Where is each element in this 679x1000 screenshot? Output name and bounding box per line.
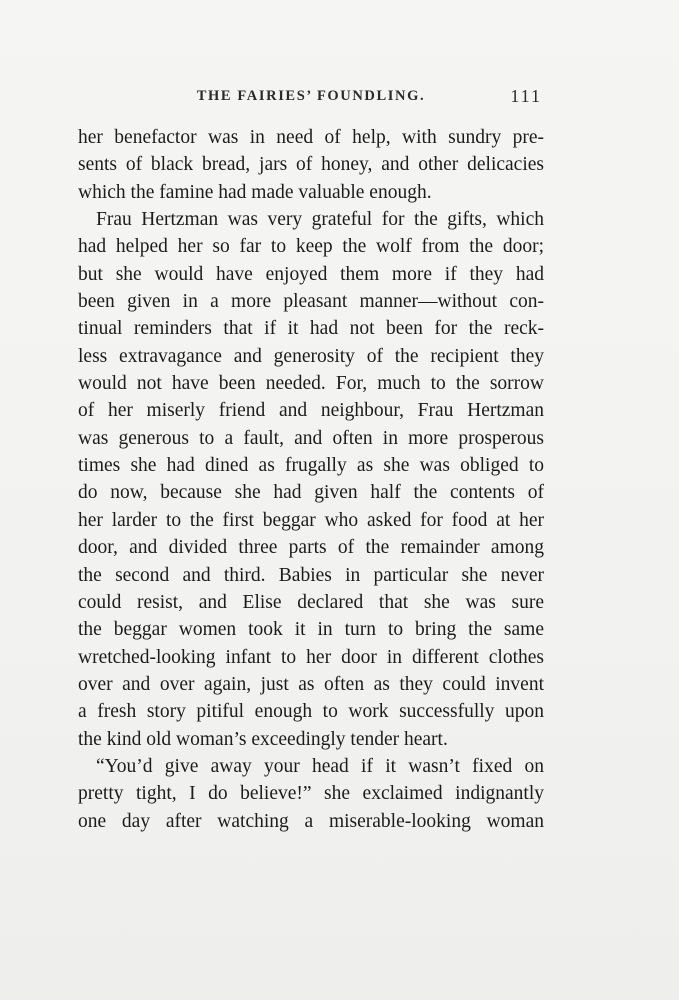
text-line: times she had dined as frugally as she was obliged to bbox=[78, 455, 544, 477]
text-line: the kind old woman’s exceedingly tender heart. bbox=[78, 728, 448, 750]
text-line: her benefactor was in need of help, with sundry pre- bbox=[78, 127, 544, 148]
text-line: one day after watching a miserable-looking woman bbox=[78, 810, 544, 832]
running-title: THE FAIRIES’ FOUNDLING. bbox=[196, 88, 426, 104]
text-line: a fresh story pitiful enough to work successfully upon bbox=[78, 701, 544, 723]
text-line: pretty tight, I do believe!” she exclaimed indignantly bbox=[78, 783, 544, 805]
text-line: the second and third. Babies in particular she never bbox=[78, 564, 544, 586]
text-line: do now, because she had given half the contents of bbox=[78, 482, 544, 504]
text-line: could resist, and Elise declared that she was sure bbox=[78, 591, 544, 613]
text-line: less extravagance and generosity of the recipient they bbox=[78, 345, 544, 367]
text-line: would not have been needed. For, much to the sorrow bbox=[78, 373, 544, 395]
text-line: been given in a more pleasant manner—without con- bbox=[78, 291, 544, 313]
text-line: “You’d give away your head if it wasn’t fixed on bbox=[96, 755, 544, 777]
text-line: over and over again, just as often as they could invent bbox=[78, 673, 544, 695]
text-line: but she would have enjoyed them more if they had bbox=[78, 263, 544, 285]
body-text bbox=[78, 124, 544, 835]
page-header bbox=[78, 86, 544, 110]
text-line: sents of black bread, jars of honey, and other delicacies bbox=[78, 154, 544, 176]
text-line: Frau Hertzman was very grateful for the gifts, which bbox=[96, 209, 544, 231]
text-line: which the famine had made valuable enough. bbox=[78, 181, 432, 203]
text-line: tinual reminders that if it had not been for the reck- bbox=[78, 318, 544, 340]
text-line: of her miserly friend and neighbour, Frau Hertzman bbox=[78, 400, 544, 422]
text-line: her larder to the first beggar who asked for food at her bbox=[78, 509, 544, 531]
text-line: door, and divided three parts of the remainder among bbox=[78, 537, 544, 559]
text-line: the beggar women took it in turn to bring the same bbox=[78, 619, 544, 641]
text-line: wretched-looking infant to her door in different clothes bbox=[78, 646, 544, 668]
text-line: was generous to a fault, and often in more prosperous bbox=[78, 427, 544, 449]
text-line: had helped her so far to keep the wolf from the door; bbox=[78, 236, 544, 258]
page-number: 111 bbox=[510, 86, 542, 106]
